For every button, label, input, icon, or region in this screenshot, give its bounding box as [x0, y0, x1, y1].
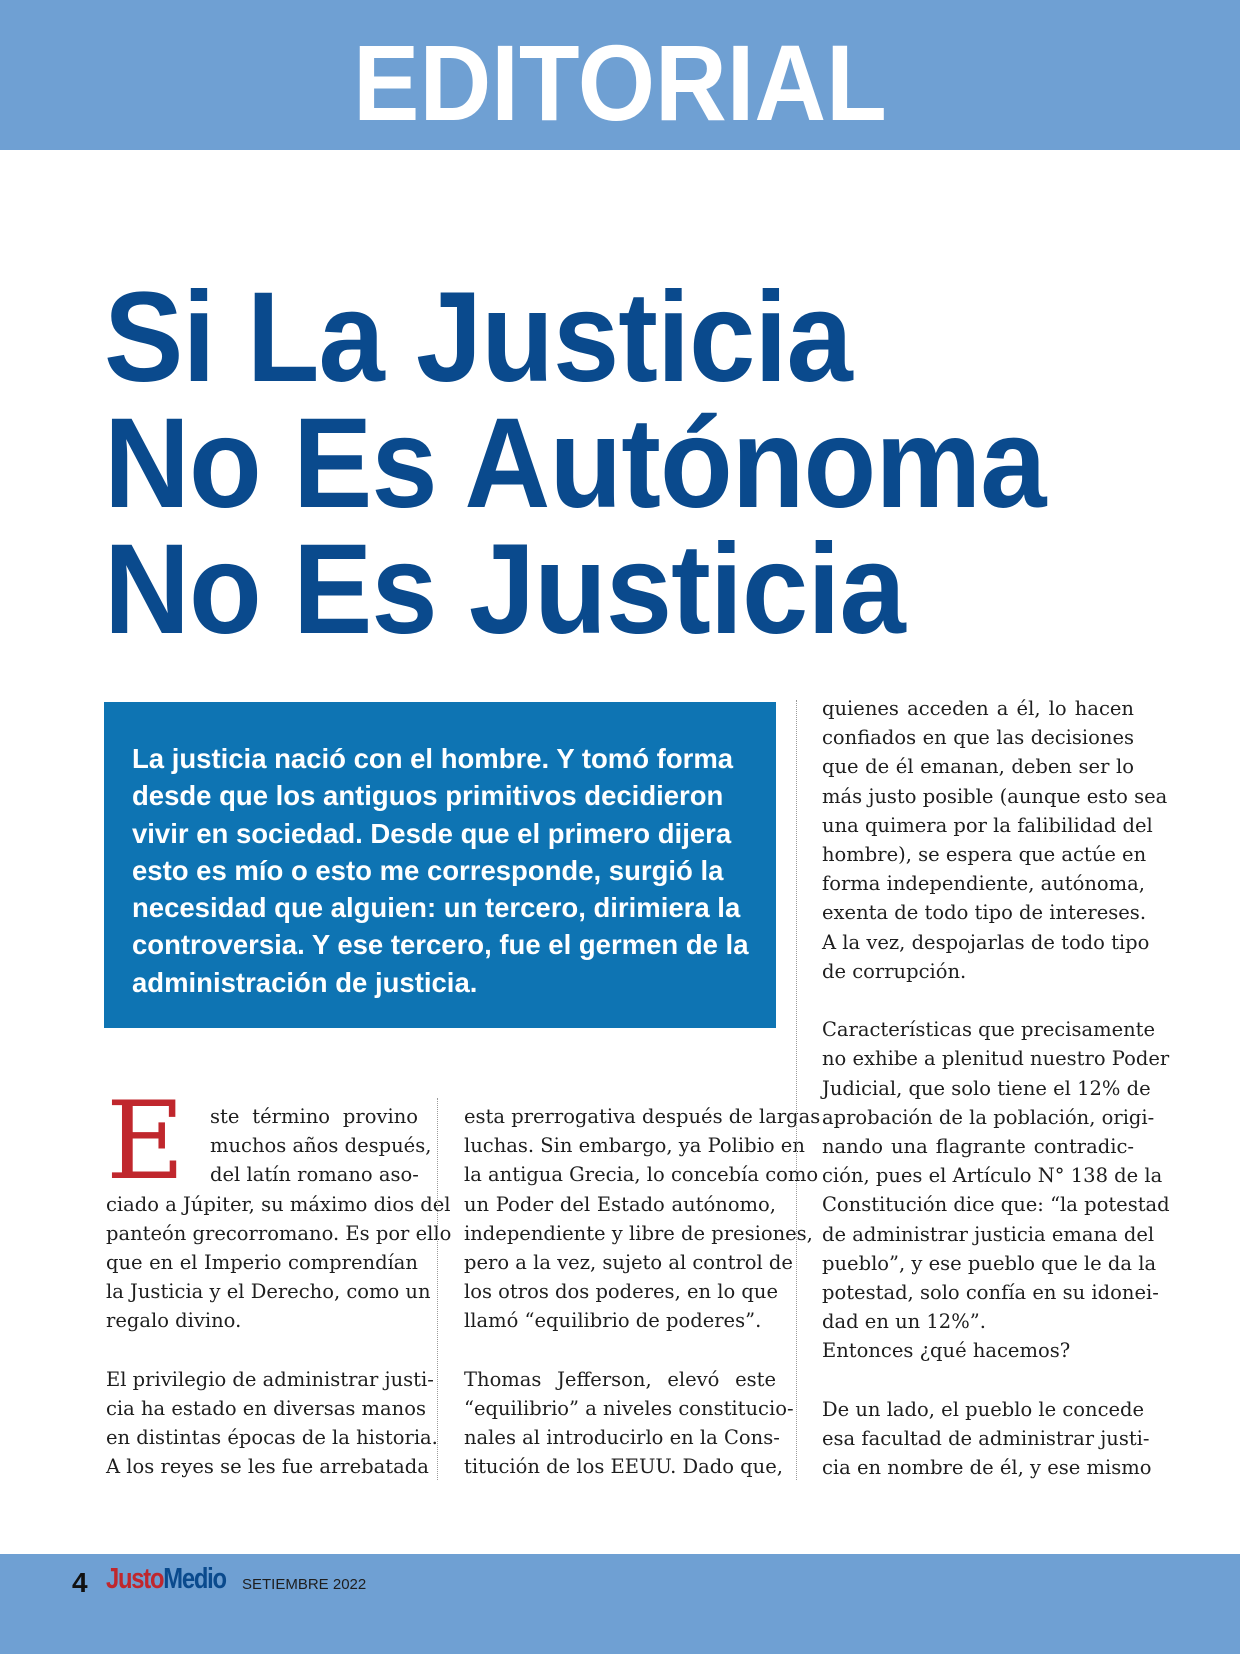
body-line: De un lado, el pueblo le concede — [822, 1397, 1145, 1421]
body-column-1 — [106, 1102, 452, 1482]
body-line: una quimera por la falibilidad del — [822, 813, 1153, 837]
logo-part-justo: Justo — [106, 1563, 164, 1595]
headline-line-1: Si La Justicia — [104, 266, 852, 409]
lead-line: vivir en sociedad. Desde que el primero dijera — [132, 817, 732, 849]
body-line: la antigua Grecia, lo concebía como — [464, 1163, 819, 1187]
lead-text — [132, 740, 748, 1001]
body-line: la Justicia y el Derecho, como un — [106, 1280, 431, 1304]
body-line: de administrar justicia emana del — [822, 1222, 1155, 1246]
body-line: del latín romano aso- — [210, 1163, 419, 1187]
body-line: titución de los EEUU. Dado que, — [464, 1455, 783, 1479]
headline — [104, 266, 1154, 661]
body-line: cia en nombre de él, y ese mismo — [822, 1456, 1152, 1480]
body-line: esta prerrogativa después de largas — [464, 1105, 821, 1128]
section-title: EDITORIAL — [353, 22, 887, 143]
body-line: A la vez, despojarlas de todo tipo — [822, 930, 1150, 954]
body-line: ciado a Júpiter, su máximo dios del — [106, 1192, 451, 1216]
body-line: los otros dos poderes, en lo que — [464, 1280, 779, 1304]
body-line: quienes acceden a él, lo hacen — [822, 697, 1134, 720]
column-divider — [437, 1098, 438, 1480]
body-line: luchas. Sin embargo, ya Polibio en — [464, 1134, 805, 1158]
body-line: pero a la vez, sujeto al control de — [464, 1251, 793, 1275]
body-question: Entonces ¿qué hacemos? — [822, 1339, 1071, 1363]
body-line: Características que precisamente — [822, 1018, 1156, 1042]
body-column-3 — [822, 694, 1170, 1482]
body-line: muchos años después, — [210, 1134, 432, 1158]
lead-line: necesidad que alguien: un tercero, dirimiera la — [132, 892, 741, 924]
body-line: potestad, solo confía en su idonei- — [822, 1281, 1159, 1305]
body-line: que en el Imperio comprendían — [106, 1251, 418, 1275]
lead-line: esto es mío o esto me corresponde, surgió la — [132, 854, 724, 886]
body-line: regalo divino. — [106, 1309, 242, 1333]
column-divider — [796, 700, 797, 1480]
body-line: panteón grecorromano. Es por ello — [106, 1221, 452, 1245]
body-line: aprobación de la población, origi- — [822, 1105, 1155, 1129]
lead-box — [104, 702, 776, 1028]
body-line: dad en un 12%”. — [822, 1310, 986, 1334]
body-line: que de él emanan, deben ser lo — [822, 755, 1134, 779]
body-line: un Poder del Estado autónomo, — [464, 1192, 776, 1216]
body-line: cia ha estado en diversas manos — [106, 1397, 426, 1421]
body-line: forma independiente, autónoma, — [822, 872, 1145, 896]
page-number: 4 — [72, 1567, 88, 1598]
issue-date: SETIEMBRE 2022 — [242, 1576, 367, 1593]
body-line: esa facultad de administrar justi- — [822, 1427, 1150, 1451]
body-line: El privilegio de administrar justi- — [106, 1367, 434, 1391]
body-column-2 — [464, 1102, 821, 1482]
body-line: A los reyes se les fue arrebatada — [106, 1455, 429, 1479]
body-line: hombre), se espera que actúe en — [822, 843, 1147, 867]
body-line: llamó “equilibrio de poderes”. — [464, 1309, 762, 1333]
body-line: exenta de todo tipo de intereses. — [822, 901, 1147, 925]
body-line: en distintas épocas de la historia. — [106, 1426, 438, 1450]
logo-part-medio: Medio — [163, 1563, 226, 1595]
lead-line: controversia. Y ese tercero, fue el germen de la — [132, 929, 749, 961]
body-line: no exhibe a plenitud nuestro Poder — [822, 1047, 1170, 1071]
headline-line-2: No Es Autónoma — [104, 392, 1046, 535]
body-line: ste término provino — [210, 1105, 418, 1128]
lead-line: desde que los antiguos primitivos decidieron — [132, 780, 724, 812]
body-line: confiados en que las decisiones — [822, 726, 1134, 750]
lead-line: La justicia nació con el hombre. Y tomó forma — [132, 743, 734, 774]
body-line: “equilibrio” a niveles constitucio- — [464, 1397, 794, 1421]
body-line: Constitución dice que: “la potestad — [822, 1193, 1170, 1217]
headline-line-3: No Es Justicia — [104, 518, 905, 661]
lead-line: administración de justicia. — [132, 966, 478, 998]
publication-logo — [106, 1563, 226, 1596]
body-line: más justo posible (aunque esto sea — [822, 784, 1168, 808]
body-line: nando una flagrante contradic- — [822, 1135, 1134, 1159]
body-line: independiente y libre de presiones, — [464, 1221, 813, 1245]
body-line: Judicial, que solo tiene el 12% de — [822, 1076, 1151, 1100]
body-line: nales al introducirlo en la Cons- — [464, 1426, 780, 1450]
body-line: de corrupción. — [822, 959, 967, 983]
body-line: Thomas Jefferson, elevó este — [464, 1367, 776, 1391]
body-line: pueblo”, y ese pueblo que le da la — [822, 1251, 1157, 1275]
body-line: ción, pues el Artículo N° 138 de la — [822, 1164, 1163, 1188]
drop-cap: E — [106, 1079, 185, 1204]
